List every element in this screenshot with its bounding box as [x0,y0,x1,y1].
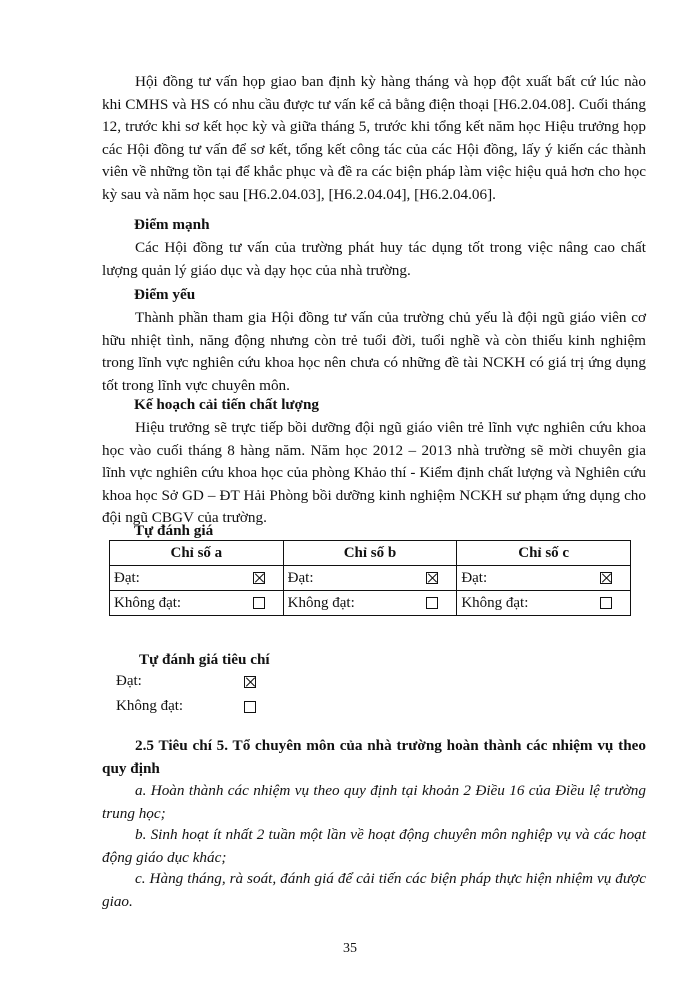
criterion5-heading: 2.5 Tiêu chí 5. Tổ chuyên môn của nhà trường hoàn thành các nhiệm vụ theo quy định [102,737,646,777]
checked-box-icon [253,572,265,584]
strengths-paragraph: Các Hội đồng tư vấn của trường phát huy tác dụng tốt trong việc nâng cao chất lượng quản lý giáo dục và dạy học của nhà trường. [102,239,646,279]
criterion-pass-row [116,673,270,690]
paragraph-council-meetings: Hội đồng tư vấn họp giao ban định kỳ hàng tháng và họp đột xuất bất cứ lúc nào khi CMHS và HS có nhu cầu được tư vấn kể cả bằng điện thoại [H6.2.04.08]. Cuối tháng 12, trước khi sơ kết học kỳ và giữa tháng 5, trước khi tổng kết năm học Hiệu trưởng họp các Hội đồng tư vấn để sơ kết, tổng kết công tác của các Hội đồng, lấy ý kiến các thành viên về những tồn tại để khắc phục và đề ra các biện pháp làm việc hiệu quả hơn cho học kỳ sau và năm học sau [H6.2.04.03], [H6.2.04.04], [H6.2.04.06]. [102,73,646,203]
checked-box-icon [426,572,438,584]
column-header-a: Chỉ số a [110,541,284,566]
page-number: 35 [343,941,357,956]
empty-box-icon [244,701,256,713]
fail-cell-a [110,591,284,616]
criterion-eval-title: Tự đánh giá tiêu chí [139,651,270,668]
fail-label: Không đạt: [287,594,355,611]
empty-box-icon [426,597,438,609]
weaknesses-paragraph: Thành phần tham gia Hội đồng tư vấn của trường chủ yếu là đội ngũ giáo viên cơ hữu nhiệt tình, năng động nhưng còn trẻ tuổi đời, tuổi nghề và còn thiếu kinh nghiệm trong lĩnh vực nghiên cứu khoa học nên chưa có những đề tài NCKH có giá trị ứng dụng tốt trong lĩnh vực chuyên môn. [102,309,646,394]
fail-cell-b [283,591,457,616]
self-eval-table [109,540,631,616]
checked-box-icon [600,572,612,584]
self-eval-pass-row [110,566,631,591]
pass-label: Đạt: [114,569,140,586]
self-eval-fail-row [110,591,631,616]
criterion-fail-row [116,698,270,715]
checked-box-icon [244,676,256,688]
weaknesses-heading: Điểm yếu [134,286,196,303]
fail-cell-c [457,591,631,616]
criterion-pass-label: Đạt: [116,673,142,689]
criterion5-item-a: a. Hoàn thành các nhiệm vụ theo quy định tại khoản 2 Điều 16 của Điều lệ trường trung học; [102,782,646,822]
pass-label: Đạt: [461,569,488,586]
pass-cell-a [110,566,284,591]
pass-label: Đạt: [287,569,314,586]
pass-cell-b [283,566,457,591]
column-header-b: Chỉ số b [283,541,457,566]
self-eval-header-row [110,541,631,566]
fail-label: Không đạt: [461,594,529,611]
improvement-plan-heading: Kế hoạch cải tiến chất lượng [134,396,320,413]
criterion-fail-label: Không đạt: [116,698,184,714]
empty-box-icon [253,597,265,609]
improvement-plan-paragraph: Hiệu trưởng sẽ trực tiếp bồi dưỡng đội ngũ giáo viên trẻ lĩnh vực nghiên cứu khoa học vào cuối tháng 8 hàng năm. Năm học 2012 – 2013 nhà trường sẽ mời chuyên gia lĩnh vực nghiên cứu khoa học của phòng Khảo thí - Kiểm định chất lượng và Nghiên cứu khoa học Sở GD – ĐT Hải Phòng bồi dưỡng kinh nghiệm NCKH sư phạm ứng dụng cho đội ngũ CBGV của trường. [102,419,646,527]
criterion5-item-b: b. Sinh hoạt ít nhất 2 tuần một lần về hoạt động chuyên môn nghiệp vụ và các hoạt động giáo dục khác; [102,826,646,866]
strengths-heading: Điểm mạnh [134,216,210,233]
self-eval-title: Tự đánh giá [134,522,214,539]
criterion5-item-c: c. Hàng tháng, rà soát, đánh giá để cải tiến các biện pháp thực hiện nhiệm vụ được giao. [102,870,646,910]
empty-box-icon [600,597,612,609]
column-header-c: Chỉ số c [457,541,631,566]
fail-label: Không đạt: [114,594,182,611]
pass-cell-c [457,566,631,591]
